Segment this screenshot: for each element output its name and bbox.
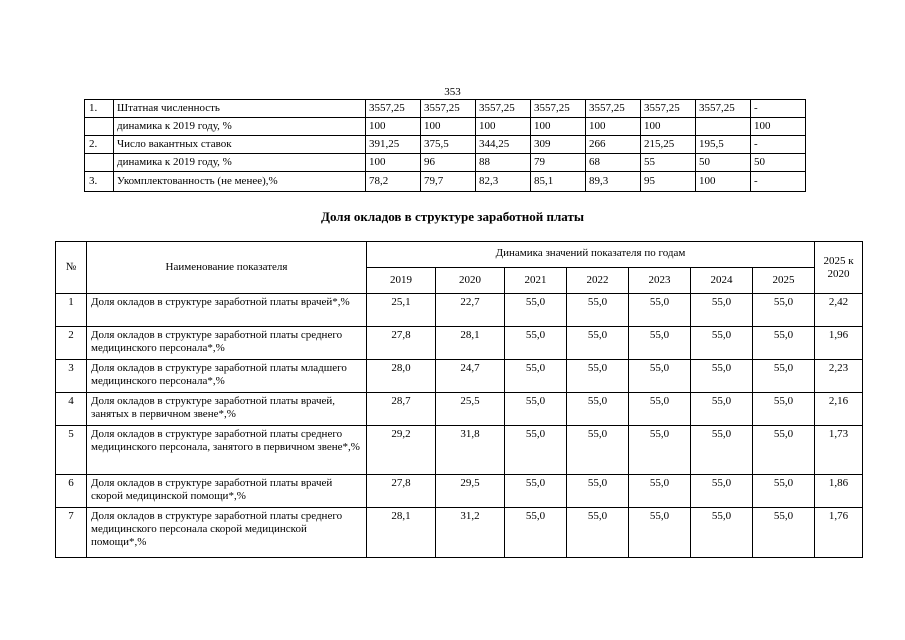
indicator-name: Доля окладов в структуре заработной платы среднего медицинского персонала, занятого в первичном звене*,% xyxy=(87,426,367,475)
row-value: 3557,25 xyxy=(641,100,696,118)
row-number: 5 xyxy=(56,426,87,475)
row-number: 3. xyxy=(85,172,114,192)
row-value: 344,25 xyxy=(476,136,531,154)
row-value: 3557,25 xyxy=(366,100,421,118)
row-value: 100 xyxy=(476,118,531,136)
header-indicator-name: Наименование показателя xyxy=(87,242,367,294)
year-value: 55,0 xyxy=(505,294,567,327)
ratio-value: 1,73 xyxy=(815,426,863,475)
table-row xyxy=(56,327,863,360)
year-value: 55,0 xyxy=(567,393,629,426)
year-value: 55,0 xyxy=(753,360,815,393)
year-value: 55,0 xyxy=(691,426,753,475)
row-label: Число вакантных ставок xyxy=(114,136,366,154)
year-value: 55,0 xyxy=(567,508,629,558)
year-value: 55,0 xyxy=(505,393,567,426)
year-value: 29,2 xyxy=(367,426,436,475)
page-number: 353 xyxy=(444,86,461,98)
row-value: 309 xyxy=(531,136,586,154)
row-value: 100 xyxy=(421,118,476,136)
year-value: 55,0 xyxy=(753,327,815,360)
year-value: 55,0 xyxy=(567,294,629,327)
year-value: 55,0 xyxy=(505,426,567,475)
row-value xyxy=(696,118,751,136)
indicator-name: Доля окладов в структуре заработной платы среднего медицинского персонала*,% xyxy=(87,327,367,360)
indicator-name: Доля окладов в структуре заработной платы младшего медицинского персонала*,% xyxy=(87,360,367,393)
row-number: 2 xyxy=(56,327,87,360)
year-value: 55,0 xyxy=(629,327,691,360)
row-value: 88 xyxy=(476,154,531,172)
row-value: 82,3 xyxy=(476,172,531,192)
year-value: 55,0 xyxy=(753,393,815,426)
year-value: 55,0 xyxy=(753,475,815,508)
row-value: 100 xyxy=(696,172,751,192)
year-value: 28,7 xyxy=(367,393,436,426)
row-number: 1. xyxy=(85,100,114,118)
year-value: 28,1 xyxy=(367,508,436,558)
row-value: 3557,25 xyxy=(586,100,641,118)
row-value: 68 xyxy=(586,154,641,172)
row-value: 3557,25 xyxy=(696,100,751,118)
year-value: 24,7 xyxy=(436,360,505,393)
row-label: Штатная численность xyxy=(114,100,366,118)
row-value: 100 xyxy=(366,154,421,172)
year-value: 22,7 xyxy=(436,294,505,327)
year-value: 55,0 xyxy=(629,426,691,475)
row-value: 195,5 xyxy=(696,136,751,154)
row-value: 100 xyxy=(586,118,641,136)
ratio-value: 1,86 xyxy=(815,475,863,508)
row-number xyxy=(85,118,114,136)
row-number: 4 xyxy=(56,393,87,426)
row-value: 375,5 xyxy=(421,136,476,154)
year-value: 55,0 xyxy=(691,475,753,508)
header-year: 2020 xyxy=(436,268,505,294)
year-value: 55,0 xyxy=(629,475,691,508)
row-value: 3557,25 xyxy=(476,100,531,118)
year-value: 55,0 xyxy=(505,475,567,508)
row-value: - xyxy=(751,136,806,154)
table-row xyxy=(56,360,863,393)
year-value: 28,1 xyxy=(436,327,505,360)
header-year: 2023 xyxy=(629,268,691,294)
year-value: 55,0 xyxy=(505,360,567,393)
year-value: 55,0 xyxy=(567,475,629,508)
year-value: 55,0 xyxy=(691,294,753,327)
year-value: 29,5 xyxy=(436,475,505,508)
year-value: 55,0 xyxy=(629,360,691,393)
row-value: 96 xyxy=(421,154,476,172)
row-number: 3 xyxy=(56,360,87,393)
row-value: 215,25 xyxy=(641,136,696,154)
staffing-table xyxy=(84,99,806,192)
year-value: 55,0 xyxy=(629,393,691,426)
indicator-name: Доля окладов в структуре заработной платы врачей*,% xyxy=(87,294,367,327)
staffing-row xyxy=(85,154,806,172)
header-year: 2022 xyxy=(567,268,629,294)
row-value: - xyxy=(751,172,806,192)
indicator-name: Доля окладов в структуре заработной платы врачей, занятых в первичном звене*,% xyxy=(87,393,367,426)
ratio-value: 1,96 xyxy=(815,327,863,360)
row-value: 55 xyxy=(641,154,696,172)
year-value: 55,0 xyxy=(567,360,629,393)
header-year: 2024 xyxy=(691,268,753,294)
row-value: 79,7 xyxy=(421,172,476,192)
year-value: 31,2 xyxy=(436,508,505,558)
table-row xyxy=(56,426,863,475)
year-value: 55,0 xyxy=(567,426,629,475)
row-number: 7 xyxy=(56,508,87,558)
header-year: 2019 xyxy=(367,268,436,294)
year-value: 25,1 xyxy=(367,294,436,327)
staffing-row xyxy=(85,172,806,192)
salary-share-table xyxy=(55,241,863,558)
row-value: 100 xyxy=(641,118,696,136)
staffing-row xyxy=(85,136,806,154)
ratio-value: 1,76 xyxy=(815,508,863,558)
row-number: 2. xyxy=(85,136,114,154)
row-value: 3557,25 xyxy=(531,100,586,118)
year-value: 28,0 xyxy=(367,360,436,393)
row-value: 3557,25 xyxy=(421,100,476,118)
row-value: 95 xyxy=(641,172,696,192)
year-value: 55,0 xyxy=(691,360,753,393)
table-row xyxy=(56,294,863,327)
row-value: 391,25 xyxy=(366,136,421,154)
year-value: 31,8 xyxy=(436,426,505,475)
header-dynamics: Динамика значений показателя по годам xyxy=(367,242,815,268)
year-value: 55,0 xyxy=(691,327,753,360)
row-value: 100 xyxy=(531,118,586,136)
row-value: 89,3 xyxy=(586,172,641,192)
row-value: 85,1 xyxy=(531,172,586,192)
row-number: 1 xyxy=(56,294,87,327)
row-value: 266 xyxy=(586,136,641,154)
year-value: 55,0 xyxy=(691,508,753,558)
row-value: 100 xyxy=(366,118,421,136)
ratio-value: 2,16 xyxy=(815,393,863,426)
header-year: 2021 xyxy=(505,268,567,294)
table-row xyxy=(56,393,863,426)
year-value: 55,0 xyxy=(753,426,815,475)
year-value: 55,0 xyxy=(629,508,691,558)
table-row xyxy=(56,475,863,508)
year-value: 55,0 xyxy=(691,393,753,426)
row-label: Укомплектованность (не менее),% xyxy=(114,172,366,192)
ratio-value: 2,42 xyxy=(815,294,863,327)
year-value: 55,0 xyxy=(753,294,815,327)
year-value: 55,0 xyxy=(505,508,567,558)
year-value: 27,8 xyxy=(367,475,436,508)
row-value: - xyxy=(751,100,806,118)
row-value: 50 xyxy=(751,154,806,172)
year-value: 27,8 xyxy=(367,327,436,360)
year-value: 55,0 xyxy=(505,327,567,360)
row-value: 79 xyxy=(531,154,586,172)
year-value: 55,0 xyxy=(753,508,815,558)
row-label: динамика к 2019 году, % xyxy=(114,154,366,172)
row-value: 50 xyxy=(696,154,751,172)
year-value: 25,5 xyxy=(436,393,505,426)
staffing-row xyxy=(85,100,806,118)
year-value: 55,0 xyxy=(629,294,691,327)
row-value: 78,2 xyxy=(366,172,421,192)
ratio-value: 2,23 xyxy=(815,360,863,393)
row-value: 100 xyxy=(751,118,806,136)
row-number xyxy=(85,154,114,172)
header-number: № xyxy=(56,242,87,294)
table-row xyxy=(56,508,863,558)
header-ratio: 2025 к 2020 xyxy=(815,242,863,294)
indicator-name: Доля окладов в структуре заработной платы среднего медицинского персонала скорой медицинской помощи*,% xyxy=(87,508,367,558)
row-label: динамика к 2019 году, % xyxy=(114,118,366,136)
year-value: 55,0 xyxy=(567,327,629,360)
header-year: 2025 xyxy=(753,268,815,294)
row-number: 6 xyxy=(56,475,87,508)
staffing-row xyxy=(85,118,806,136)
indicator-name: Доля окладов в структуре заработной платы врачей скорой медицинской помощи*,% xyxy=(87,475,367,508)
section-title: Доля окладов в структуре заработной платы xyxy=(321,209,584,224)
